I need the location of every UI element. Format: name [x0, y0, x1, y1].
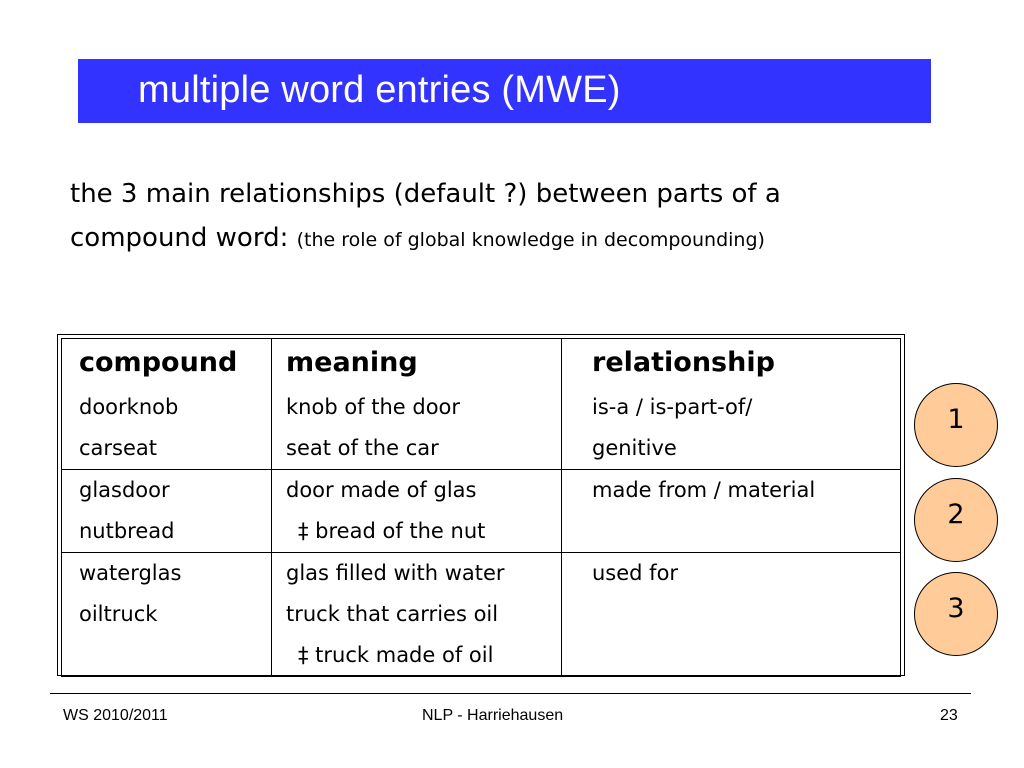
- cell-meaning: glas filled with water: [272, 553, 562, 595]
- cell-compound: oiltruck: [79, 602, 158, 626]
- marker-circle-1: [914, 383, 998, 467]
- footer-semester: WS 2010/2011: [63, 707, 168, 724]
- cell-relationship: is-a / is-part-of/: [562, 387, 901, 428]
- cell-meaning: [272, 635, 562, 677]
- cell-compound: nutbread: [62, 511, 272, 553]
- page-number: 23: [940, 707, 958, 724]
- header-meaning: meaning: [272, 339, 562, 388]
- table-header-row: [62, 339, 901, 388]
- cell-relationship: genitive: [562, 428, 901, 470]
- cell-meaning: door made of glas: [272, 470, 562, 512]
- cell-compound: carseat: [62, 428, 272, 470]
- marker-number: 1: [947, 404, 965, 435]
- table-row: [62, 470, 901, 512]
- footer-divider: [50, 693, 971, 694]
- intro-line-1: the 3 main relationships (default ?) between parts of a: [70, 179, 781, 209]
- table-row: [62, 428, 901, 470]
- cell-meaning: [272, 511, 562, 553]
- cell-compound: glasdoor: [79, 478, 170, 502]
- marker-number: 3: [947, 593, 965, 624]
- table-row: [62, 511, 901, 553]
- cell-compound: doorknob: [79, 395, 179, 419]
- cell-meaning: knob of the door: [272, 387, 562, 428]
- marker-number: 2: [947, 499, 965, 530]
- slide-title: multiple word entries (MWE): [138, 69, 621, 111]
- marker-circle-2: [914, 478, 998, 562]
- cell-relationship: [562, 594, 901, 635]
- table-row: [62, 387, 901, 428]
- intro-text: [70, 172, 970, 262]
- cell-relationship: [562, 635, 901, 677]
- table-row: [62, 635, 901, 677]
- cell-meaning-text: ‡ bread of the nut: [298, 519, 486, 543]
- cell-meaning: truck that carries oil: [272, 594, 562, 635]
- intro-note: (the role of global knowledge in decompounding): [296, 229, 765, 251]
- cell-relationship: [562, 511, 901, 553]
- cell-compound: waterglas: [79, 561, 182, 585]
- table-row: [62, 553, 901, 595]
- mwe-table-frame: [57, 334, 905, 676]
- cell-relationship: used for: [562, 553, 901, 595]
- cell-compound: [62, 635, 272, 677]
- marker-circle-3: [914, 572, 998, 656]
- footer-course: NLP - Harriehausen: [422, 707, 564, 724]
- cell-relationship: made from / material: [562, 470, 901, 512]
- title-bar: [78, 59, 931, 123]
- intro-line-2: [70, 216, 970, 262]
- header-relationship: relationship: [562, 339, 901, 388]
- table-row: [62, 594, 901, 635]
- cell-meaning: seat of the car: [272, 428, 562, 470]
- intro-line-2-main: compound word:: [70, 223, 289, 253]
- mwe-table: [61, 338, 901, 677]
- header-compound: compound: [79, 347, 238, 378]
- cell-meaning-text: ‡ truck made of oil: [298, 643, 494, 667]
